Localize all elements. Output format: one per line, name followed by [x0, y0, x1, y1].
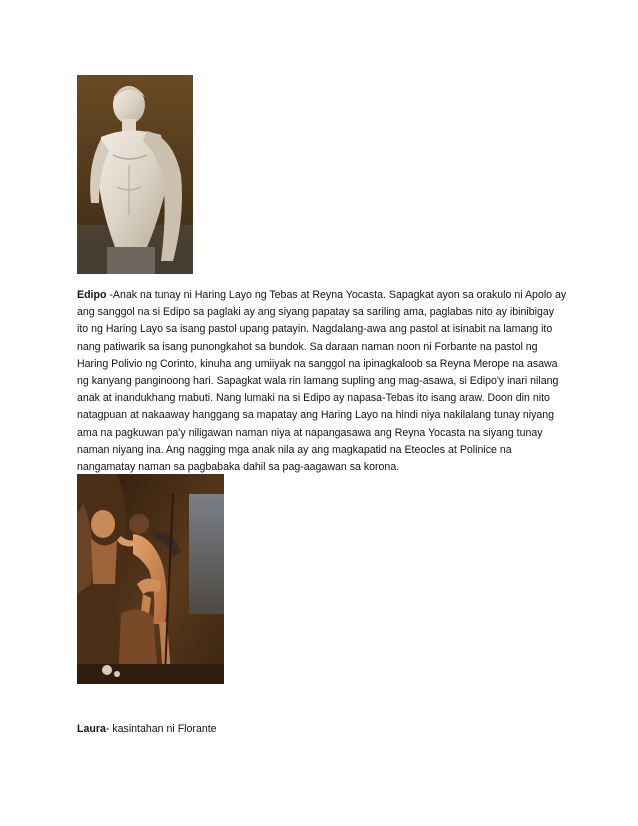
edipo-description: -Anak na tunay ni Haring Layo ng Tebas at Reyna Yocasta. Sapagkat ayon sa orakulo ni Apolo ay ang sanggol na si Edipo sa paglaki ay ang siyang papatay sa sariling ama, paglabas nito ay ibinibigay ito ng Haring Layo sa isang pastol upang patayin. Nagdalang-awa ang pastol at isinabit na lamang ito nang patiwarik sa isang punongkahot sa bundok. Sa daraan naman noon ni Forbante na pastol ng Haring Polivio ng Corinto, kinuha ang umiiyak na sanggol na ipinagkaloob sa Reyna Merope na asawa ng kanyang panginoong hari. Sapagkat wala rin lamang supling ang mag-asawa, si Edipo'y inari nilang anak at inandukhang mabuti. Nang lumaki na si Edipo ay napasa-Tebas ito isang araw. Doon din nito natagpuan at nakaaway hanggang sa mapatay ang Haring Layo na hindi niya nakilalang tunay niyang ama na pagkuwan pa'y niligawan naman niya at napangasawa ang Reyna Yocasta na siyang tunay naman niyang ina. Ang nagging mga anak nila ay ang magkapatid na Eteocles at Polinice na nangamatay naman sa pagbabaka dahil sa pag-aagawan sa korona. — [77, 289, 567, 474]
laura-description: - kasintahan ni Florante — [105, 723, 217, 735]
painting-image — [77, 474, 224, 684]
edipo-paragraph — [77, 287, 567, 476]
edipo-term: Edipo — [77, 289, 107, 301]
oedipus-painting-icon — [77, 474, 224, 684]
statue-image — [77, 75, 193, 274]
laura-term: Laura — [77, 723, 106, 735]
marble-statue-icon — [77, 75, 193, 274]
laura-paragraph — [77, 721, 567, 738]
